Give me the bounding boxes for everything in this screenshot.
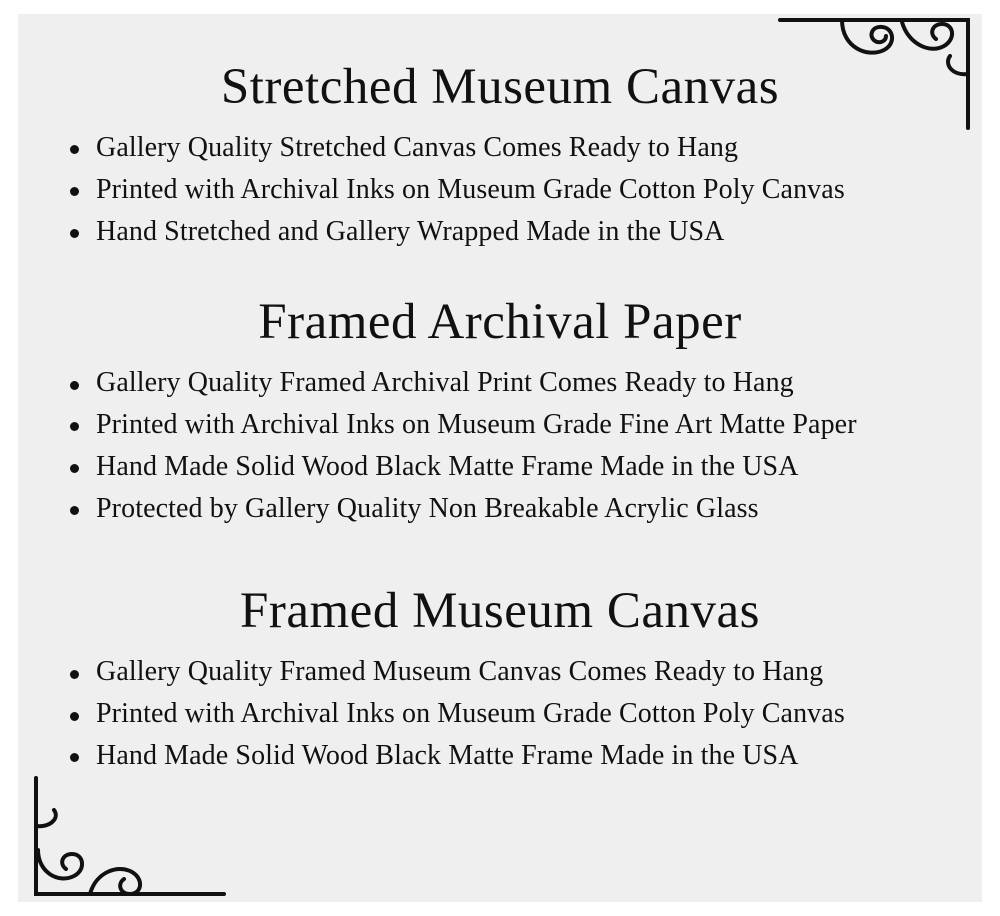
list-item-text: Printed with Archival Inks on Museum Grade Fine Art Matte Paper [96, 409, 857, 441]
list-item-text: Hand Made Solid Wood Black Matte Frame Made in the USA [96, 450, 799, 482]
section-title: Stretched Museum Canvas [220, 59, 780, 115]
bullet-dot-icon [70, 381, 79, 390]
list-item [68, 170, 962, 210]
bullet-dot-icon [70, 187, 79, 196]
section-bullet-list [38, 363, 962, 528]
list-item-text: Gallery Quality Framed Archival Print Comes Ready to Hang [96, 367, 794, 399]
section-framed-archival-paper [38, 295, 962, 528]
section-framed-museum-canvas [38, 584, 962, 775]
list-item-text: Gallery Quality Stretched Canvas Comes Ready to Hang [96, 132, 739, 164]
list-item [68, 405, 962, 445]
list-item [68, 363, 962, 403]
bullet-dot-icon [70, 422, 79, 431]
list-item [68, 447, 962, 487]
bullet-dot-icon [70, 506, 79, 515]
section-bullet-list [38, 128, 962, 251]
list-item [68, 652, 962, 692]
list-item [68, 212, 962, 252]
bullet-dot-icon [70, 229, 79, 238]
list-item-text: Gallery Quality Framed Museum Canvas Comes Ready to Hang [96, 656, 824, 688]
bullet-dot-icon [70, 712, 79, 721]
bullet-dot-icon [70, 753, 79, 762]
bullet-dot-icon [70, 145, 79, 154]
section-bullet-list [38, 652, 962, 775]
list-item-text: Printed with Archival Inks on Museum Grade Cotton Poly Canvas [96, 698, 845, 730]
list-item [68, 694, 962, 734]
list-item-text: Hand Stretched and Gallery Wrapped Made in the USA [96, 215, 725, 247]
section-stretched-museum-canvas [38, 60, 962, 251]
panel-content [18, 14, 982, 902]
list-item-text: Printed with Archival Inks on Museum Grade Cotton Poly Canvas [96, 173, 845, 205]
section-title: Framed Museum Canvas [240, 583, 760, 640]
info-panel [18, 14, 982, 902]
list-item-text: Protected by Gallery Quality Non Breakable Acrylic Glass [96, 492, 759, 524]
list-item [68, 489, 962, 529]
bullet-dot-icon [70, 464, 79, 473]
list-item [68, 128, 962, 168]
list-item-text: Hand Made Solid Wood Black Matte Frame Made in the USA [96, 739, 799, 771]
bullet-dot-icon [70, 670, 79, 679]
section-title: Framed Archival Paper [258, 294, 742, 351]
list-item [68, 736, 962, 776]
